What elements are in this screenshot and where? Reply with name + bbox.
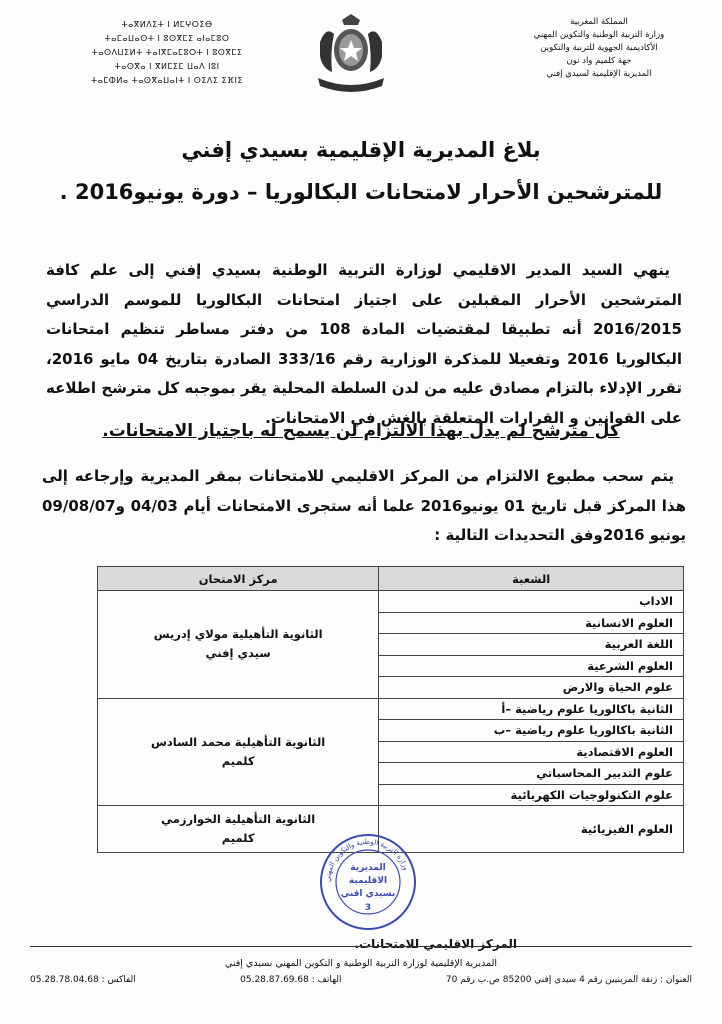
warning-notice: كل مترشح لم يدل بهذا الالتزام لن يسمح له باجتياز الامتحانات. <box>102 421 620 441</box>
table-row <box>98 591 684 613</box>
header-line: وزارة التربية الوطنية والتكوين المهني <box>533 30 665 40</box>
branch-cell: العلوم الفيزيائية <box>379 806 684 853</box>
coat-of-arms-emblem <box>312 12 390 94</box>
header-line: ⵜⴰⵙⴳⴰ ⵏ ⴳⵍⵎⵉⵎ ⵡⴰⴷ ⵏⵓⵏ <box>114 62 220 71</box>
exam-centers-table <box>97 566 684 853</box>
center-name: الثانوية التأهيلية مولاي إدريس <box>153 627 323 642</box>
center-cell <box>98 698 379 806</box>
table-header-row <box>98 567 684 591</box>
branch-cell: علوم التكنولوجيات الكهربائية <box>379 784 684 806</box>
header-line: ⵜⴰⵙⴷⵡⵉⵍⵜ ⵜⴰⵏⴳⵎⴰⵎⵓⵔⵜ ⵏ ⵓⵙⴳⵎⵉ <box>91 48 243 57</box>
table-row <box>98 698 684 720</box>
branch-cell: العلوم الاقتصادية <box>379 741 684 763</box>
branch-cell: اللغة العربية <box>379 634 684 656</box>
branch-cell: الاداب <box>379 591 684 613</box>
header-line: ⵜⴰⵎⵀⵍⴰ ⵜⴰⵙⴳⴰⵡⴰⵏⵜ ⵏ ⵙⵉⴷⵉ ⵉⴼⵏⵉ <box>91 76 243 85</box>
center-cell <box>98 591 379 699</box>
official-stamp <box>318 832 418 932</box>
announcement-paragraph: ينهي السيد المدير الاقليمي لوزارة التربية الوطنية بسيدي إفني إلى علم كافة المترشحين الأحرار المقبلين على اجتياز امتحانات البكالوريا للموسم الدراسي 2016/2015 أنه تطبيقا لمقتضيات المادة 108 من دفتر مساطر تنظيم امتحانات البكالوريا 2016 وتفعيلا للمذكرة الوزارية رقم 333/16 الصادرة بتاريخ 04 مايو 2016، تقرر الإدلاء بالتزام مصادق عليه من لدن السلطة المحلية يقر بموجبه كل مترشح اطلاعه على القوانين و القرارات المتعلقة بالغش في الامتحانات. <box>46 261 682 427</box>
center-name: الثانوية التأهيلية محمد السادس <box>151 734 326 749</box>
document-title: بلاغ المديرية الإقليمية بسيدي إفني <box>181 138 541 162</box>
stamp-number: 3 <box>364 903 372 913</box>
branch-cell: العلوم الشرعية <box>379 655 684 677</box>
column-header-center: مركز الامتحان <box>98 567 379 591</box>
footer-fax: الفاكس : 05.28.78.04.68 <box>30 975 136 985</box>
footer-divider <box>30 946 692 947</box>
branch-cell: علوم الحياة والارض <box>379 677 684 699</box>
branch-cell: الثانية باكالوريا علوم رياضية –أ <box>379 698 684 720</box>
branch-cell: العلوم الانسانية <box>379 612 684 634</box>
header-line: المديرية الإقليمية لسيدي إفني <box>546 69 652 79</box>
branch-cell: علوم التدبير المحاسباتي <box>379 763 684 785</box>
document-subtitle: للمترشحين الأحرار لامتحانات البكالوريا – دورة يونيو2016 . <box>59 180 663 204</box>
header-line: المملكة المغربية <box>570 17 628 27</box>
center-city: كلميم <box>221 831 255 845</box>
header-tifinagh <box>62 18 272 88</box>
header-arabic <box>504 16 694 81</box>
footer-address: العنوان : زنقة المرينيين رقم 4 سيدي إفني 85200 ص.ب رقم 70 <box>445 975 692 985</box>
footer-contact <box>30 975 692 985</box>
footer-phone: الهاتف : 05.28.87.69.68 <box>240 975 342 985</box>
column-header-branch: الشعبة <box>379 567 684 591</box>
header-line: ⵜⴰⴳⵍⴷⵉⵜ ⵏ ⵍⵎⵖⵔⵉⴱ <box>121 20 213 29</box>
branch-cell: الثانية باكالوريا علوم رياضية –ب <box>379 720 684 742</box>
center-city: كلميم <box>221 753 255 768</box>
signature-line: المركز الاقليمي للامتحانات. <box>354 937 517 951</box>
header-line: الأكاديمية الجهوية للتربية والتكوين <box>540 43 658 53</box>
stamp-line: الاقليمية <box>348 876 388 886</box>
header-line: جهة كلميم واد نون <box>566 56 632 66</box>
center-city: سيدي إفني <box>205 646 271 661</box>
center-name: الثانوية التأهيلية الخوارزمي <box>161 812 316 826</box>
instructions-paragraph: يتم سحب مطبوع الالتزام من المركز الاقليمي للامتحانات بمقر المديرية وإرجاعه إلى هذا المركز قبل تاريخ 01 يونيو2016 علما أنه ستجرى الامتحانات أيام 04/03 و09/08/07 يونيو 2016وفق التحديدات التالية : <box>42 467 686 544</box>
stamp-ring-text: وزارة التربية الوطنية والتكوين المهني <box>323 837 410 883</box>
stamp-line: المديرية <box>350 863 386 873</box>
stamp-line: بسيدي افني <box>340 889 396 899</box>
header-line: ⵜⴰⵎⴰⵡⴰⵙⵜ ⵏ ⵓⵙⴳⵎⵉ ⴰⵏⴰⵎⵓⵔ <box>104 34 230 43</box>
footer-org: المديرية الإقليمية لوزارة التربية الوطنية و التكوين المهني بسيدي إفني <box>224 958 498 969</box>
